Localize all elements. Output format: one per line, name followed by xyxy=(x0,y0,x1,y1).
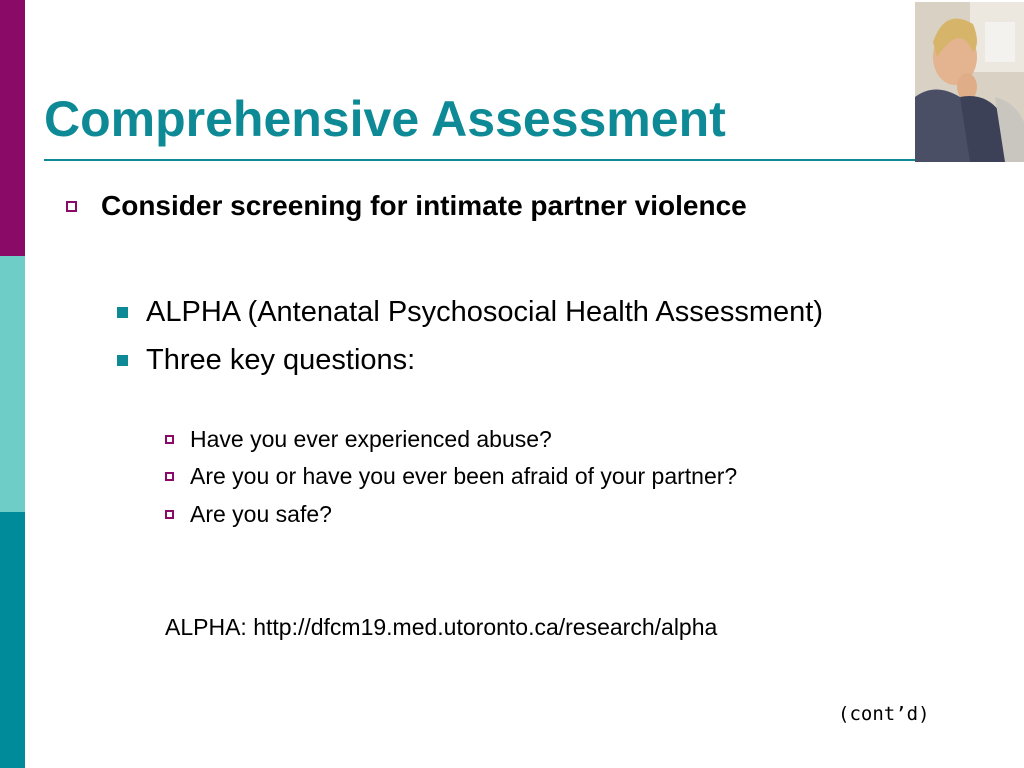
sidebar-teal-band xyxy=(0,512,25,768)
bullet-level3-item xyxy=(165,501,332,528)
hollow-square-bullet-icon xyxy=(165,435,174,444)
solid-square-bullet-icon xyxy=(117,307,128,318)
hollow-square-bullet-icon xyxy=(165,472,174,481)
bullet-level2-item xyxy=(117,296,823,329)
hollow-square-bullet-icon xyxy=(66,201,77,212)
slide-title: Comprehensive Assessment xyxy=(44,91,726,147)
woman-photo xyxy=(915,2,1024,162)
bullet-level3-text: Have you ever experienced abuse? xyxy=(190,426,552,452)
sidebar-cyan-band xyxy=(0,256,25,512)
bullet-level2-text: ALPHA (Antenatal Psychosocial Health Assessment) xyxy=(146,296,823,328)
solid-square-bullet-icon xyxy=(117,355,128,366)
bullet-level3-text: Are you or have you ever been afraid of your partner? xyxy=(190,463,738,489)
bullet-level1 xyxy=(66,190,747,222)
sidebar-purple-band xyxy=(0,0,25,256)
bullet-level1-text: Consider screening for intimate partner violence xyxy=(101,190,747,221)
bullet-level3-text: Are you safe? xyxy=(190,501,332,527)
title-underline xyxy=(44,159,916,161)
hollow-square-bullet-icon xyxy=(165,510,174,519)
bullet-level2-text: Three key questions: xyxy=(146,344,416,376)
bullet-level2-item xyxy=(117,344,415,377)
alpha-reference-link[interactable]: ALPHA: http://dfcm19.med.utoronto.ca/research/alpha xyxy=(165,614,718,640)
continued-label: (cont’d) xyxy=(838,703,930,725)
bullet-level3-item xyxy=(165,426,552,453)
bullet-level3-item xyxy=(165,463,737,490)
